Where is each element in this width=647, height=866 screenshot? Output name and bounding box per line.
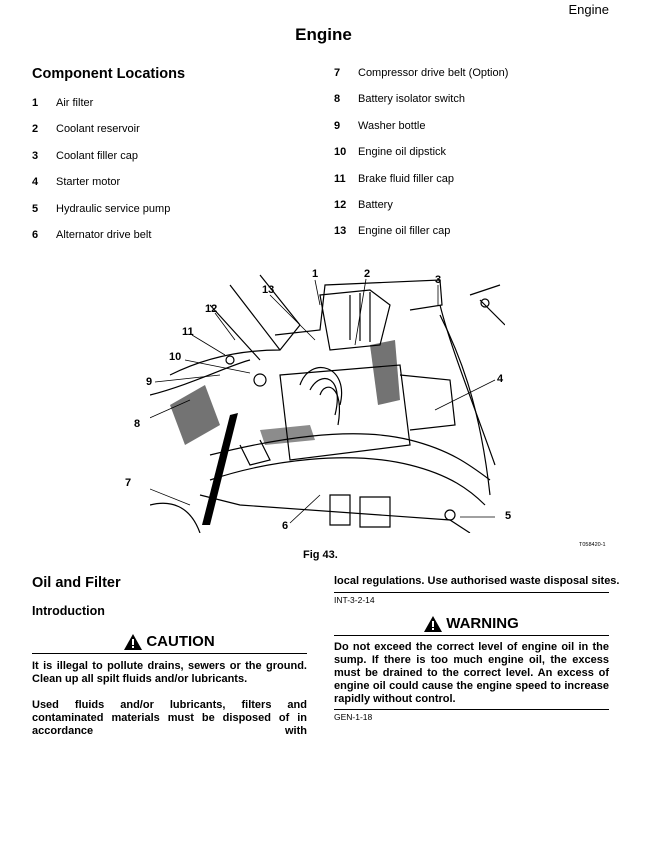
caution-ref: INT-3-2-14 <box>334 595 375 605</box>
component-label: Brake fluid filler cap <box>358 172 454 185</box>
figure-callout-3: 3 <box>435 274 442 286</box>
component-number: 8 <box>334 93 341 106</box>
figure-callout-4: 4 <box>497 373 504 385</box>
component-number: 2 <box>32 123 39 136</box>
caution-para-2: Used fluids and/or lubricants, filters and contaminated materials must be disposed of in accordance with <box>32 699 307 737</box>
component-locations-title: Component Locations <box>32 66 186 82</box>
warning-ref: GEN-1-18 <box>334 712 373 722</box>
warning-rule <box>334 635 609 636</box>
figure-code: T058420-1 <box>579 542 606 548</box>
figure-callout-2: 2 <box>364 268 371 280</box>
component-label: Air filter <box>56 97 94 109</box>
component-label: Coolant filler cap <box>56 149 138 162</box>
component-number: 12 <box>334 199 347 211</box>
component-number: 3 <box>32 149 39 162</box>
caution-end-rule <box>334 592 609 593</box>
oil-filter-title: Oil and Filter <box>32 575 121 591</box>
component-label: Battery isolator switch <box>358 93 465 106</box>
component-label: Engine oil dipstick <box>358 146 447 159</box>
component-label: Alternator drive belt <box>56 229 152 241</box>
component-number: 1 <box>32 97 39 109</box>
caution-para-2-cont: local regulations. Use authorised waste disposal sites. <box>334 575 620 587</box>
warning-label: WARNING <box>446 615 519 632</box>
warning-heading <box>334 615 609 632</box>
component-number: 13 <box>334 225 347 238</box>
figure-callout-6: 6 <box>282 520 289 532</box>
figure-callout-12: 12 <box>205 303 218 315</box>
caution-label: CAUTION <box>146 633 215 650</box>
figure-callout-7: 7 <box>125 477 132 489</box>
warning-notice <box>334 615 609 722</box>
caution-heading <box>32 633 307 650</box>
figure-caption: Fig 43. <box>303 549 338 561</box>
caution-notice <box>32 633 307 738</box>
component-number: 5 <box>32 202 39 215</box>
warning-triangle-icon <box>124 634 142 650</box>
component-label: Engine oil filler cap <box>358 225 451 238</box>
caution-continuation <box>334 575 620 605</box>
component-number: 9 <box>334 119 341 132</box>
running-head: Engine <box>568 2 609 17</box>
figure-callout-1: 1 <box>312 268 319 280</box>
figure-callout-8: 8 <box>134 418 141 430</box>
page-title: Engine <box>295 25 352 44</box>
component-number: 11 <box>334 172 346 185</box>
figure-callout-9: 9 <box>146 376 153 388</box>
component-label: Starter motor <box>56 176 121 189</box>
figure-callout-5: 5 <box>505 510 512 522</box>
introduction-subtitle: Introduction <box>32 604 105 618</box>
component-label: Washer bottle <box>358 119 426 132</box>
engine-figure <box>150 265 505 533</box>
component-label: Coolant reservoir <box>56 123 140 136</box>
component-label: Hydraulic service pump <box>56 202 171 215</box>
component-number: 10 <box>334 146 347 159</box>
figure-callout-13: 13 <box>262 284 275 296</box>
component-label: Battery <box>358 199 393 211</box>
component-number: 7 <box>334 67 341 79</box>
figure-callout-11: 11 <box>182 326 194 338</box>
component-number: 6 <box>32 229 39 241</box>
warning-text: Do not exceed the correct level of engine oil in the sump. If there is too much engine oil, the excess must be drained to the correct level. An excess of engine oil could cause the engine speed to increase rapidly without control. <box>334 641 609 705</box>
warning-triangle-icon <box>424 616 442 632</box>
caution-para-1: It is illegal to pollute drains, sewers or the ground. Clean up all spilt fluids and/or lubricants. <box>32 660 307 685</box>
component-label: Compressor drive belt (Option) <box>358 67 509 79</box>
caution-rule <box>32 653 307 654</box>
figure-callout-10: 10 <box>169 351 182 363</box>
component-number: 4 <box>32 176 39 189</box>
warning-end-rule <box>334 709 609 710</box>
